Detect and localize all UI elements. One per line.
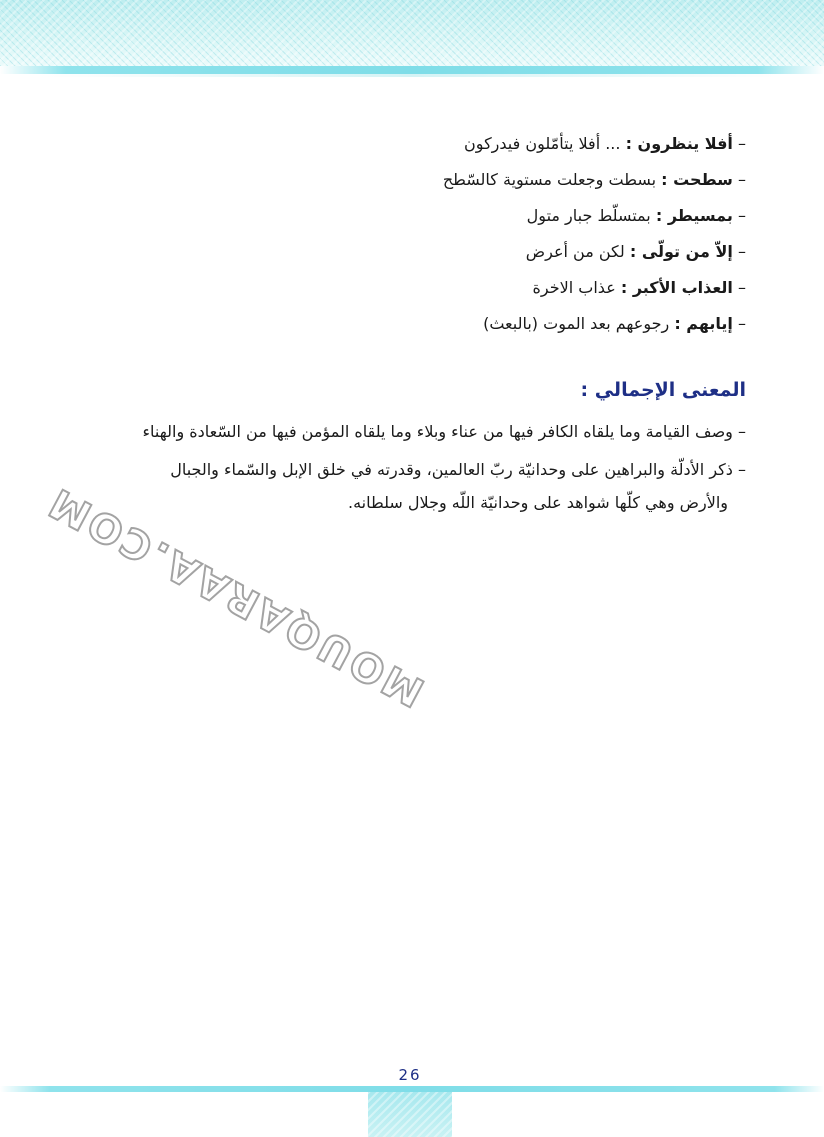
glossary-term: بمسيطر : bbox=[655, 206, 733, 225]
header-rule-shadow bbox=[40, 74, 784, 77]
glossary-item bbox=[66, 162, 746, 198]
glossary-definition: عذاب الاخرة bbox=[532, 278, 616, 297]
glossary-definition: لكن من أعرض bbox=[525, 242, 625, 261]
glossary-item bbox=[66, 270, 746, 306]
glossary-definition: بمتسلّط جبار متول bbox=[526, 206, 651, 225]
page-number: 26 bbox=[398, 1066, 422, 1084]
footer-decorative-tab bbox=[368, 1092, 452, 1137]
watermark-logo: MOUQARAA.COM bbox=[39, 477, 432, 715]
bullet-dash: – bbox=[738, 170, 746, 189]
bullet-dash: – bbox=[738, 134, 746, 153]
glossary-definition: ... أفلا يتأمّلون فيدركون bbox=[464, 134, 621, 153]
summary-paragraph-continuation: والأرض وهي كلّها شواهد على وحدانيّة اللّه وجلال سلطانه. bbox=[348, 493, 728, 512]
glossary-list bbox=[66, 126, 746, 342]
glossary-term: سطحت : bbox=[661, 170, 733, 189]
glossary-term: إيابهم : bbox=[674, 314, 733, 333]
page-content bbox=[66, 126, 746, 520]
header-rule bbox=[0, 66, 824, 74]
glossary-term: إلاّ من تولّى : bbox=[629, 242, 733, 261]
glossary-item bbox=[66, 306, 746, 342]
section-title: المعنى الإجمالي : bbox=[580, 379, 746, 401]
summary-paragraph: – ذكر الأدلّة والبراهين على وحدانيّة ربّ العالمين، وقدرته في خلق الإبل والسّماء والجبال bbox=[170, 460, 746, 479]
glossary-term: العذاب الأكبر : bbox=[620, 278, 733, 297]
bullet-dash: – bbox=[738, 242, 746, 261]
glossary-term: أفلا ينظرون : bbox=[625, 134, 733, 153]
glossary-definition: بسطت وجعلت مستوية كالسّطح bbox=[442, 170, 657, 189]
glossary-definition: رجوعهم بعد الموت (بالبعث) bbox=[483, 314, 670, 333]
bullet-dash: – bbox=[738, 314, 746, 333]
glossary-item bbox=[66, 198, 746, 234]
summary-paragraph: – وصف القيامة وما يلقاه الكافر فيها من عناء وبلاء وما يلقاه المؤمن فيها من السّعادة والهناء bbox=[142, 422, 746, 441]
header-decorative-band bbox=[0, 0, 824, 66]
bullet-dash: – bbox=[738, 278, 746, 297]
bullet-dash: – bbox=[738, 206, 746, 225]
glossary-item bbox=[66, 234, 746, 270]
glossary-item bbox=[66, 126, 746, 162]
